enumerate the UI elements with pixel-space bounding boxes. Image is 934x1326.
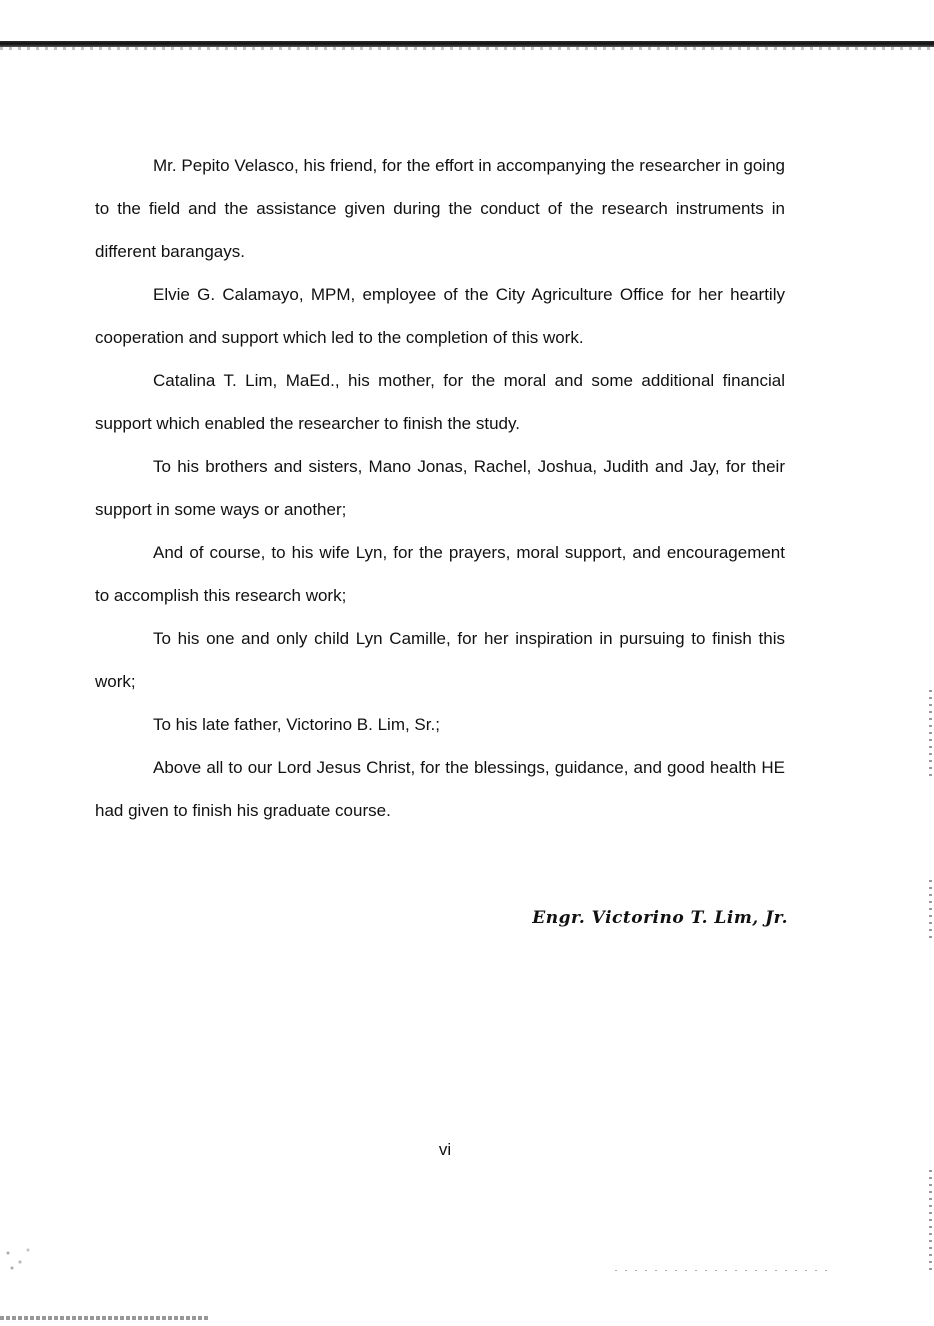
scan-footer-strip: [0, 1316, 210, 1320]
paragraph: Mr. Pepito Velasco, his friend, for the effort in accompanying the researcher in going to the field and the assistance given during the conduct of the research instruments in different barangays.: [95, 156, 785, 261]
paragraph: And of course, to his wife Lyn, for the prayers, moral support, and encouragement to accomplish this research work;: [95, 543, 785, 605]
paragraph: To his brothers and sisters, Mano Jonas, Rachel, Joshua, Judith and Jay, for their support in some ways or another;: [95, 457, 785, 519]
scan-corner-speckle: [0, 1244, 40, 1274]
acknowledgement-body: [95, 144, 785, 832]
scan-edge-noise: [929, 1170, 932, 1270]
paragraph: To his late father, Victorino B. Lim, Sr.;: [153, 715, 440, 734]
scan-edge-noise: [929, 880, 932, 940]
scan-top-border: [0, 41, 934, 47]
author-signature: Engr. Victorino T. Lim, Jr.: [532, 908, 788, 928]
scan-edge-noise: [929, 690, 932, 780]
paragraph: Catalina T. Lim, MaEd., his mother, for the moral and some additional financial support which enabled the researcher to finish the study.: [95, 371, 785, 433]
page-number: vi: [438, 1140, 452, 1159]
paragraph: Above all to our Lord Jesus Christ, for the blessings, guidance, and good health HE had given to finish his graduate course.: [95, 758, 785, 820]
scan-bottom-noise: [615, 1270, 835, 1271]
paragraph: Elvie G. Calamayo, MPM, employee of the City Agriculture Office for her heartily cooperation and support which led to the completion of this work.: [95, 285, 785, 347]
paragraph: To his one and only child Lyn Camille, for her inspiration in pursuing to finish this work;: [95, 629, 785, 691]
